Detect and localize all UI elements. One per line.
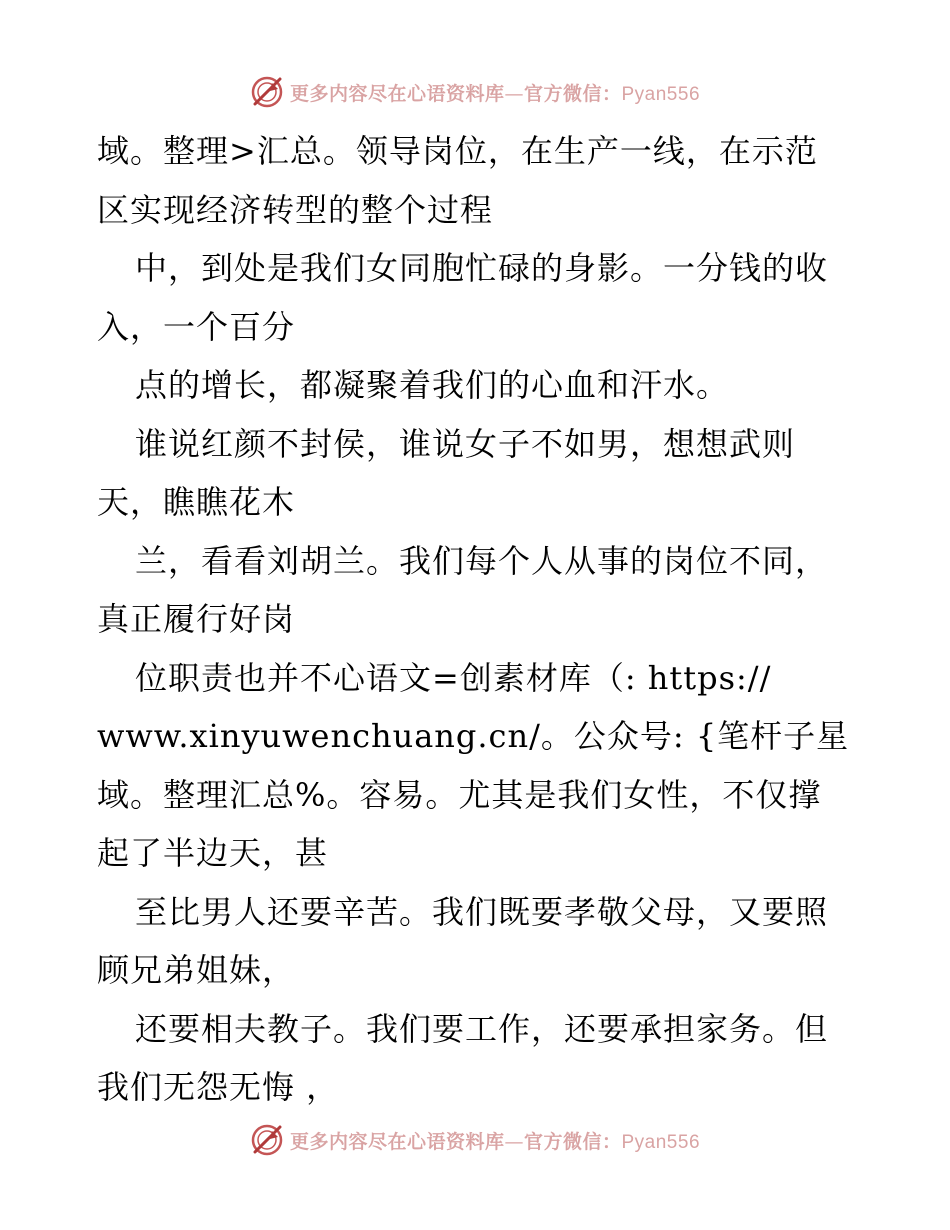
header-wechat-label: 官方微信： xyxy=(523,82,622,105)
document-body xyxy=(97,122,867,1117)
body-line: 位职责也并不心语文=创素材库（: https:// xyxy=(135,658,772,697)
footer-banner-text xyxy=(290,1127,700,1154)
header-account: Pyan556 xyxy=(621,83,701,105)
body-line: 中，到处是我们女同胞忙碌的身影。一分钱的收 xyxy=(135,249,829,287)
body-line: 谁说红颜不封侯，谁说女子不如男，想想武则 xyxy=(135,424,796,463)
body-line: 域。整理>汇总。领导岗位，在生产一线，在示范 xyxy=(97,132,818,170)
body-line: 兰，看看刘胡兰。我们每个人从事的岗位不同， xyxy=(135,541,829,580)
footer-banner xyxy=(0,1120,950,1160)
header-main-text: 更多内容尽在心语资料库 xyxy=(289,82,505,105)
header-banner-inner xyxy=(250,75,700,109)
footer-dash: — xyxy=(504,1130,524,1153)
pen-nib-logo-icon xyxy=(250,75,284,109)
body-line: 入，一个百分 xyxy=(97,307,296,346)
body-line: 真正履行好岗 xyxy=(97,600,296,638)
pen-nib-logo-icon xyxy=(250,1123,284,1157)
body-line: 还要相夫教子。我们要工作，还要承担家务。但 xyxy=(135,1009,829,1048)
body-line: 顾兄弟姐妹， xyxy=(97,951,296,989)
footer-main-text: 更多内容尽在心语资料库 xyxy=(289,1130,505,1153)
footer-wechat-label: 官方微信： xyxy=(523,1130,622,1153)
body-line: 我们无怨无悔 ， xyxy=(97,1068,340,1106)
footer-banner-inner xyxy=(250,1123,700,1157)
footer-account: Pyan556 xyxy=(621,1131,701,1153)
body-line: 域。整理汇总%。容易。尤其是我们女性，不仅撑 xyxy=(97,775,822,814)
body-line: 起了半边天，甚 xyxy=(97,834,329,872)
body-line: www.xinyuwenchuang.cn/。公众号: {笔杆子星 xyxy=(97,717,850,755)
header-banner xyxy=(0,72,950,112)
header-dash: — xyxy=(504,82,524,105)
body-line: 至比男人还要辛苦。我们既要孝敬父母，又要照 xyxy=(135,892,829,931)
body-line: 点的增长，都凝聚着我们的心血和汗水。 xyxy=(135,366,730,404)
body-line: 区实现经济转型的整个过程 xyxy=(97,190,494,229)
header-banner-text xyxy=(290,79,700,106)
body-line: 天，瞧瞧花木 xyxy=(97,483,296,521)
